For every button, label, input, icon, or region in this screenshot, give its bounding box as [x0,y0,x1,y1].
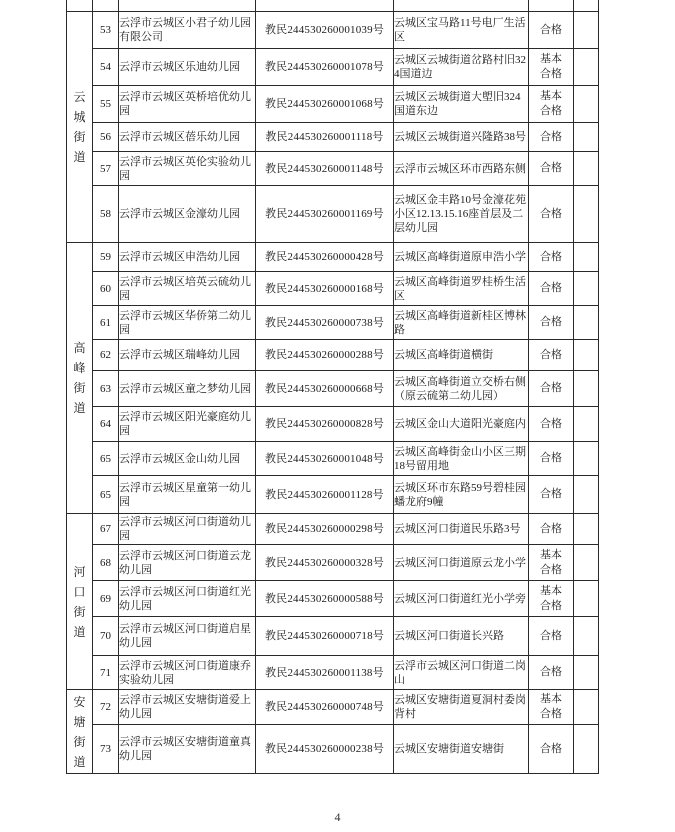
license-number-cell: 教民244530260001039号 [256,12,394,49]
table-row [67,514,599,545]
row-number-cell: 65 [93,476,119,514]
license-number-cell: 教民244530260001078号 [256,49,394,86]
row-number-cell: 65 [93,442,119,476]
status-text: 合格 [540,742,562,755]
empty-cell [574,442,599,476]
address-cell: 云城区环市东路59号碧桂园蟠龙府9幢 [394,476,529,514]
row-number-cell: 57 [93,152,119,186]
row-number-cell: 60 [93,272,119,306]
address-cell: 云城区河口街道红光小学旁 [394,581,529,617]
status-cell [529,49,574,86]
row-number-cell: 63 [93,371,119,407]
empty-cell [574,49,599,86]
kindergarten-name-cell: 云浮市云城区华侨第二幼儿园 [119,306,256,340]
kindergarten-name-cell: 云浮市云城区河口街道启星幼儿园 [119,617,256,656]
row-number-cell: 56 [93,123,119,152]
kindergarten-license-table [66,11,599,774]
table-row [67,243,599,272]
row-number-cell: 64 [93,407,119,442]
license-number-cell: 教民244530260001138号 [256,656,394,690]
row-number-cell: 54 [93,49,119,86]
kindergarten-name-cell: 云浮市云城区安塘街道爱上幼儿园 [119,690,256,725]
status-text: 合格 [540,488,562,500]
empty-cell [574,152,599,186]
table-row [67,476,599,514]
address-cell: 云城区宝马路11号电厂生活区 [394,12,529,49]
empty-cell [574,371,599,407]
row-number-cell: 61 [93,306,119,340]
table-row [67,371,599,407]
address-cell: 云城区安塘街道安塘街 [394,725,529,774]
kindergarten-name-cell: 云浮市云城区瑞峰幼儿园 [119,340,256,371]
license-number-cell: 教民244530260000588号 [256,581,394,617]
empty-cell [574,407,599,442]
row-number-cell: 72 [93,690,119,725]
kindergarten-name-cell: 云浮市云城区申浩幼儿园 [119,243,256,272]
row-number-cell: 71 [93,656,119,690]
street-group-cell [67,514,93,690]
status-cell [529,152,574,186]
status-cell [529,86,574,123]
row-number-cell: 58 [93,186,119,243]
status-text: 基本合格 [540,90,562,117]
address-cell: 云城区高峰街道新桂区博林路 [394,306,529,340]
table-row [67,272,599,306]
status-text: 合格 [540,316,562,328]
address-cell: 云城区高峰街道罗桂桥生活区 [394,272,529,306]
status-text: 合格 [540,250,562,263]
status-cell [529,272,574,306]
table-row [67,340,599,371]
kindergarten-name-cell: 云浮市云城区安塘街道童真幼儿园 [119,725,256,774]
license-number-cell: 教民244530260000828号 [256,407,394,442]
page-number: 4 [334,810,341,824]
status-cell [529,442,574,476]
empty-cell [574,86,599,123]
table-row [67,725,599,774]
status-text: 合格 [540,207,562,220]
empty-cell [574,272,599,306]
address-cell: 云城区高峰街道立交桥右侧（原云硫第二幼儿园） [394,371,529,407]
kindergarten-name-cell: 云浮市云城区英桥培优幼儿园 [119,86,256,123]
status-cell [529,476,574,514]
status-text: 合格 [540,452,562,464]
street-group-label: 云城街道 [73,90,86,164]
license-number-cell: 教民244530260000748号 [256,690,394,725]
status-text: 合格 [540,130,562,143]
address-cell: 云城区云城街道岔路村旧324国道边 [394,49,529,86]
table-row [67,581,599,617]
table-row [67,407,599,442]
address-cell: 云城区河口街道民乐路3号 [394,514,529,545]
status-text: 合格 [540,666,562,678]
status-text: 合格 [540,348,562,361]
table-row [67,617,599,656]
row-number-cell: 53 [93,12,119,49]
status-cell [529,690,574,725]
kindergarten-name-cell: 云浮市云城区阳光豪庭幼儿园 [119,407,256,442]
street-group-cell [67,690,93,774]
status-text: 合格 [540,417,562,430]
kindergarten-name-cell: 云浮市云城区河口街道云龙幼儿园 [119,545,256,581]
address-cell: 云城区高峰街道横街 [394,340,529,371]
kindergarten-name-cell: 云浮市云城区蓓乐幼儿园 [119,123,256,152]
status-cell [529,243,574,272]
row-number-cell: 62 [93,340,119,371]
empty-cell [574,725,599,774]
table-row [67,49,599,86]
status-cell [529,656,574,690]
address-cell: 云城区安塘街道夏洞村委岗背村 [394,690,529,725]
empty-cell [574,306,599,340]
street-group-cell [67,12,93,243]
status-cell [529,617,574,656]
row-number-cell: 59 [93,243,119,272]
license-number-cell: 教民244530260000298号 [256,514,394,545]
status-text: 合格 [540,522,562,535]
status-cell [529,545,574,581]
kindergarten-name-cell: 云浮市云城区培英云硫幼儿园 [119,272,256,306]
status-cell [529,306,574,340]
kindergarten-name-cell: 云浮市云城区金濠幼儿园 [119,186,256,243]
license-number-cell: 教民244530260000168号 [256,272,394,306]
empty-cell [574,476,599,514]
table-row [67,186,599,243]
table-row [67,306,599,340]
row-number-cell: 67 [93,514,119,545]
license-number-cell: 教民244530260001118号 [256,123,394,152]
table-row [67,123,599,152]
address-cell: 云城区金丰路10号金濠花苑小区12.13.15.16座首层及二层幼儿园 [394,186,529,243]
street-group-label: 安塘街道 [73,694,86,769]
status-text: 合格 [540,23,562,36]
row-number-cell: 55 [93,86,119,123]
license-number-cell: 教民244530260000288号 [256,340,394,371]
license-number-cell: 教民244530260001169号 [256,186,394,243]
empty-cell [574,656,599,690]
license-number-cell: 教民244530260000238号 [256,725,394,774]
empty-cell [574,617,599,656]
address-cell: 云城区金山大道阳光豪庭内 [394,407,529,442]
table-row [67,86,599,123]
license-number-cell: 教民244530260000428号 [256,243,394,272]
status-text: 基本合格 [540,584,562,612]
kindergarten-name-cell: 云浮市云城区小君子幼儿园有限公司 [119,12,256,49]
table-row [67,656,599,690]
empty-cell [574,581,599,617]
kindergarten-name-cell: 云浮市云城区童之梦幼儿园 [119,371,256,407]
row-number-cell: 69 [93,581,119,617]
address-cell: 云浮市云城区河口街道二岗山 [394,656,529,690]
address-cell: 云城区高峰街金山小区三期18号留用地 [394,442,529,476]
address-cell: 云城区云城街道大塱旧324国道东边 [394,86,529,123]
address-cell: 云城区河口街道原云龙小学 [394,545,529,581]
license-number-cell: 教民244530260001148号 [256,152,394,186]
status-cell [529,725,574,774]
status-cell [529,407,574,442]
status-text: 合格 [540,382,562,394]
license-number-cell: 教民244530260000328号 [256,545,394,581]
status-cell [529,581,574,617]
status-cell [529,340,574,371]
license-number-cell: 教民244530260000718号 [256,617,394,656]
license-number-cell: 教民244530260001048号 [256,442,394,476]
license-number-cell: 教民244530260001128号 [256,476,394,514]
status-text: 合格 [540,162,562,174]
status-cell [529,186,574,243]
license-number-cell: 教民244530260000668号 [256,371,394,407]
table-row [67,12,599,49]
kindergarten-name-cell: 云浮市云城区金山幼儿园 [119,442,256,476]
table-row [67,152,599,186]
empty-cell [574,12,599,49]
status-text: 基本合格 [540,693,562,720]
empty-cell [574,545,599,581]
row-number-cell: 70 [93,617,119,656]
empty-cell [574,243,599,272]
kindergarten-name-cell: 云浮市云城区河口街道康乔实验幼儿园 [119,656,256,690]
status-text: 合格 [540,629,562,642]
table-row [67,690,599,725]
empty-cell [574,690,599,725]
street-group-label: 河口街道 [73,564,86,639]
status-cell [529,12,574,49]
status-cell [529,514,574,545]
address-cell: 云浮市云城区环市西路东侧 [394,152,529,186]
status-text: 基本合格 [540,548,562,576]
kindergarten-name-cell: 云浮市云城区河口街道幼儿园 [119,514,256,545]
kindergarten-name-cell: 云浮市云城区星童第一幼儿园 [119,476,256,514]
license-number-cell: 教民244530260000738号 [256,306,394,340]
empty-cell [574,186,599,243]
row-number-cell: 73 [93,725,119,774]
table-row [67,545,599,581]
kindergarten-name-cell: 云浮市云城区英伦实验幼儿园 [119,152,256,186]
kindergarten-name-cell: 云浮市云城区乐迪幼儿园 [119,49,256,86]
empty-cell [574,340,599,371]
status-text: 基本合格 [540,53,562,80]
status-cell [529,123,574,152]
status-text: 合格 [540,282,562,294]
table-row [67,442,599,476]
address-cell: 云城区高峰街道原申浩小学 [394,243,529,272]
address-cell: 云城区河口街道长兴路 [394,617,529,656]
license-number-cell: 教民244530260001068号 [256,86,394,123]
address-cell: 云城区云城街道兴隆路38号 [394,123,529,152]
empty-cell [574,514,599,545]
kindergarten-name-cell: 云浮市云城区河口街道红光幼儿园 [119,581,256,617]
street-group-label: 高峰街道 [73,341,86,415]
empty-cell [574,123,599,152]
status-cell [529,371,574,407]
row-number-cell: 68 [93,545,119,581]
street-group-cell [67,243,93,514]
